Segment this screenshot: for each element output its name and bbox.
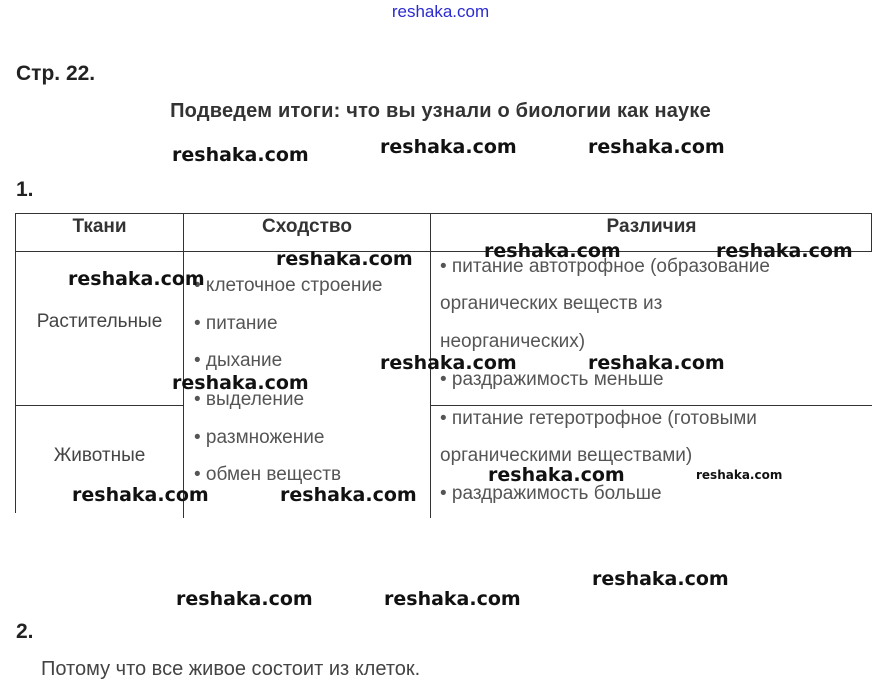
answer-2-text: Потому что все живое состоит из клеток. [41,658,421,680]
difference-line: • раздражимость больше [440,483,662,504]
watermark: reshaka.com [380,352,517,374]
similarity-item: • обмен веществ [194,464,342,485]
header-tissues: Ткани [72,216,127,237]
header-similarity: Сходство [262,216,352,237]
col-divider-1 [183,213,184,518]
similarity-item: • питание [194,313,278,334]
difference-line: • питание автотрофное (образование [440,256,770,277]
similarity-item: • выделение [194,389,305,410]
task-1-number: 1. [16,178,34,201]
row-label-animal: Животные [53,445,146,466]
difference-line: органическими веществами) [440,445,693,466]
task-2-number: 2. [16,620,34,643]
watermark: reshaka.com [588,136,725,158]
watermark: reshaka.com [280,484,417,506]
watermark: reshaka.com [172,372,309,394]
watermark: reshaka.com [172,144,309,166]
section-heading: Подведем итоги: что вы узнали о биологии как науке [170,100,711,122]
similarity-item: • размножение [194,427,325,448]
similarity-item: • клеточное строение [194,275,383,296]
watermark: reshaka.com [72,484,209,506]
watermark: reshaka.com [488,464,625,486]
similarity-item: • дыхание [194,350,283,371]
site-header-link[interactable]: reshaka.com [391,2,490,21]
watermark: reshaka.com [384,588,521,610]
row-divider-left [15,405,184,406]
watermark: reshaka.com [696,468,783,482]
watermark: reshaka.com [484,240,621,262]
watermark: reshaka.com [380,136,517,158]
watermark: reshaka.com [592,568,729,590]
table-border-left [15,213,16,513]
difference-line: органических веществ из [440,293,663,314]
difference-line: • питание гетеротрофное (готовыми [440,408,757,429]
watermark: reshaka.com [716,240,853,262]
difference-line: • раздражимость меньше [440,369,664,390]
header-differences: Различия [606,216,697,237]
watermark: reshaka.com [68,268,205,290]
difference-line: неорганических) [440,331,586,352]
watermark: reshaka.com [588,352,725,374]
row-label-plant: Растительные [36,311,163,332]
page-reference: Стр. 22. [16,62,96,85]
row-divider-right [430,405,872,406]
watermark: reshaka.com [176,588,313,610]
watermark: reshaka.com [276,248,413,270]
